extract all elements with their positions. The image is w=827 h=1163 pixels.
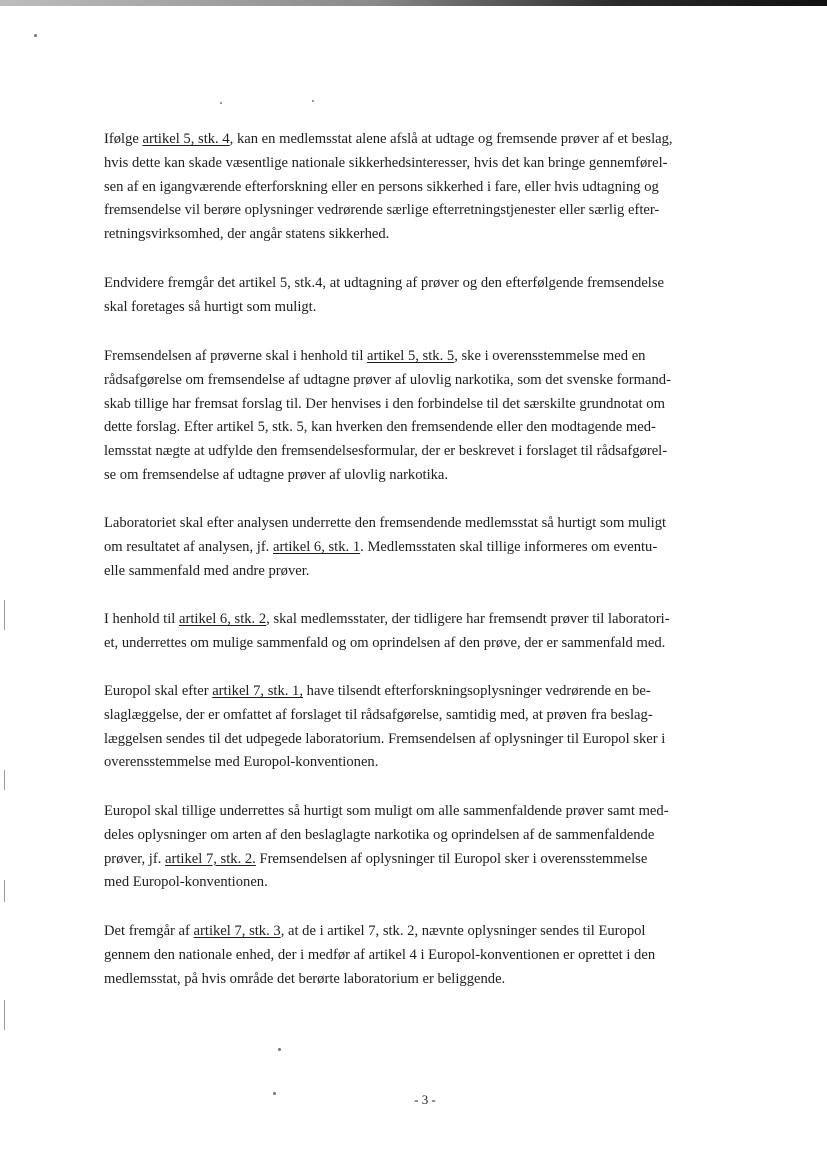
scan-speck — [220, 102, 222, 104]
text-run: Fremsendelsen af prøverne skal i henhold til — [104, 348, 368, 364]
text-line — [104, 369, 752, 393]
text-run: , kan en medlemsstat alene afslå at udtage og fremsende prøver af et beslag, — [229, 131, 673, 147]
article-reference: artikel 6, stk. 1 — [272, 538, 361, 555]
scan-edge-bar — [0, 0, 827, 6]
text-line — [104, 152, 752, 176]
text-line — [104, 944, 752, 968]
text-line — [104, 440, 752, 464]
text-run: gennem den nationale enhed, der i medfør af artikel 4 i Europol-konventionen er oprettet i den — [104, 946, 656, 963]
text-run: Laboratoriet skal efter analysen underrette den fremsendende medlemsstat så hurtigt som muligt — [104, 515, 667, 531]
text-run: , ske i overensstemmelse med en — [454, 348, 646, 364]
article-reference: artikel 6, stk. 2 — [179, 611, 267, 627]
scan-speck — [273, 1092, 276, 1095]
text-run: have tilsendt efterforskningsoplysninger vedrørende en be- — [303, 683, 651, 699]
scan-margin-line — [4, 1000, 5, 1030]
text-run: . Medlemsstaten skal tillige informeres om eventu- — [360, 538, 658, 555]
text-run: overensstemmelse med Europol-konventionen. — [104, 754, 379, 771]
text-run: rådsafgørelse om fremsendelse af udtagne prøver af ulovlig narkotika, som det svenske formand- — [104, 371, 671, 388]
text-line — [104, 393, 752, 417]
scan-speck — [312, 100, 314, 102]
text-line — [104, 728, 752, 752]
text-run: , skal medlemsstater, der tidligere har fremsendt prøver til laboratori- — [266, 611, 670, 627]
scan-margin-line — [4, 880, 5, 902]
text-line — [104, 560, 752, 584]
text-run: hvis dette kan skade væsentlige nationale sikkerhedsinteresser, hvis det kan bringe gennemførel- — [104, 154, 668, 171]
text-line — [104, 632, 752, 656]
text-line — [104, 920, 752, 944]
paragraph — [104, 800, 752, 895]
text-run: slaglæggelse, der er omfattet af forslaget til rådsafgørelse, samtidig med, at prøven fra beslag- — [104, 706, 653, 723]
text-line — [104, 680, 752, 704]
text-run: se om fremsendelse af udtagne prøver af ulovlig narkotika. — [104, 466, 449, 483]
article-reference: artikel 5, stk. 4 — [142, 131, 230, 147]
paragraph — [104, 512, 752, 583]
scan-speck — [34, 34, 37, 37]
paragraph — [104, 680, 752, 775]
text-line — [104, 751, 752, 775]
text-run: medlemsstat, på hvis område det berørte laboratorium er beliggende. — [104, 970, 506, 987]
text-line — [104, 512, 752, 536]
scan-margin-line — [4, 600, 5, 630]
text-run: om resultatet af analysen, jf. — [104, 538, 273, 555]
text-line — [104, 848, 752, 872]
article-reference: artikel 5, stk. 5 — [367, 348, 455, 364]
text-run: med Europol-konventionen. — [104, 874, 268, 891]
text-run: I henhold til — [104, 611, 179, 627]
text-line — [104, 128, 752, 152]
text-run: lemsstat nægte at udfylde den fremsendelsesformular, der er beskrevet i forslaget til rådsafgørel- — [104, 443, 668, 460]
text-line — [104, 871, 752, 895]
text-line — [104, 800, 752, 824]
paragraph — [104, 345, 752, 488]
paragraph — [104, 920, 752, 991]
text-run: retningsvirksomhed, der angår statens sikkerhed. — [104, 226, 390, 243]
article-reference: artikel 7, stk. 2. — [165, 850, 256, 867]
text-line — [104, 223, 752, 247]
text-line — [104, 704, 752, 728]
text-run: et, underrettes om mulige sammenfald og om oprindelsen af den prøve, der er sammenfald med. — [104, 634, 666, 651]
text-line — [104, 464, 752, 488]
page-number: - 3 - — [414, 1092, 436, 1107]
text-line — [104, 968, 752, 992]
text-line — [104, 176, 752, 200]
text-line — [104, 272, 752, 296]
text-run: prøver, jf. — [104, 850, 166, 867]
paragraph — [104, 128, 752, 247]
text-run: Fremsendelsen af oplysninger til Europol sker i overensstemmelse — [255, 850, 648, 867]
text-run: Endvidere fremgår det artikel 5, stk.4, at udtagning af prøver og den efterfølgende fremsendelse — [104, 275, 665, 291]
text-line — [104, 199, 752, 223]
text-run: skal foretages så hurtigt som muligt. — [104, 298, 317, 315]
text-run: læggelsen sendes til det udpegede laboratorium. Fremsendelsen af oplysninger til Europol sker i — [104, 730, 666, 747]
text-run: Det fremgår af — [104, 923, 194, 939]
text-run: fremsendelse vil berøre oplysninger vedrørende særlige efterretningstjenester eller særlig efter- — [104, 202, 660, 219]
text-run: elle sammenfald med andre prøver. — [104, 562, 310, 579]
text-run: deles oplysninger om arten af den beslaglagte narkotika og oprindelsen af de sammenfaldende — [104, 826, 655, 843]
text-line — [104, 296, 752, 320]
text-line — [104, 824, 752, 848]
scan-margin-line — [4, 770, 5, 790]
text-run: Europol skal efter — [104, 683, 213, 699]
text-run: Europol skal tillige underrettes så hurtigt som muligt om alle sammenfaldende prøver samt med- — [104, 803, 669, 819]
text-line — [104, 345, 752, 369]
scan-speck — [278, 1048, 281, 1051]
text-run: skab tillige har fremsat forslag til. Der henvises i den forbindelse til det særskilte grundnotat om — [104, 395, 665, 412]
text-line — [104, 536, 752, 560]
paragraph — [104, 272, 752, 320]
text-run: , at de i artikel 7, stk. 2, nævnte oplysninger sendes til Europol — [280, 923, 646, 939]
paragraph — [104, 608, 752, 656]
text-line — [104, 608, 752, 632]
article-reference: artikel 7, stk. 3 — [193, 923, 281, 939]
text-run: dette forslag. Efter artikel 5, stk. 5, kan hverken den fremsendende eller den modtagende med- — [104, 419, 656, 436]
text-run: sen af en igangværende efterforskning eller en persons sikkerhed i fare, eller hvis udtagning og — [104, 178, 659, 195]
text-line — [104, 416, 752, 440]
article-reference: artikel 7, stk. 1, — [212, 683, 303, 699]
text-run: Ifølge — [104, 131, 143, 147]
